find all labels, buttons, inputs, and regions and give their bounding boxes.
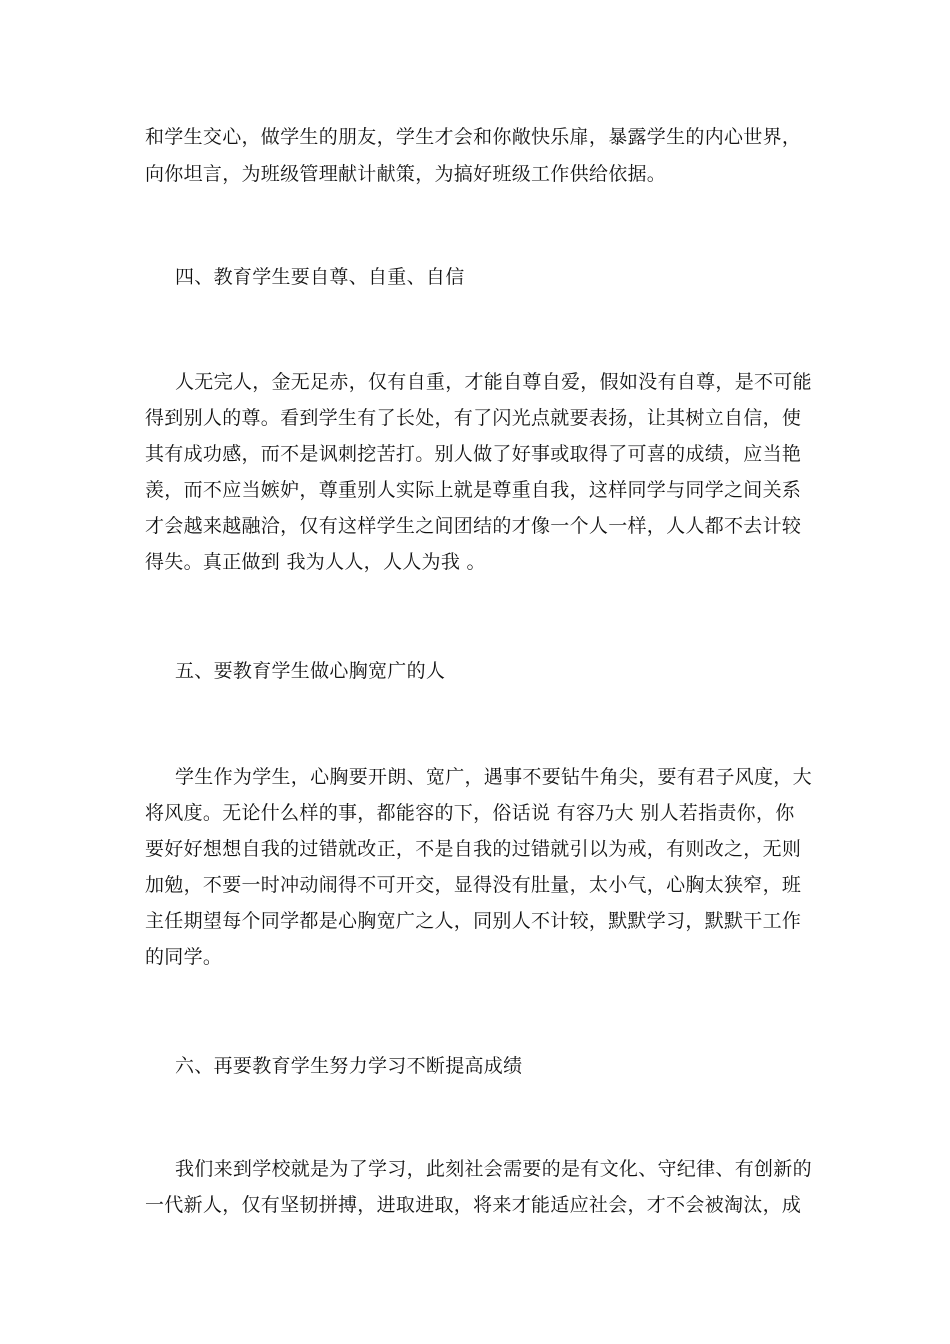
- paragraph-2-line-5: 才会越来越融洽，仅有这样学生之间团结的才像一个人一样，人人都不去计较: [145, 515, 802, 537]
- paragraph-3-line-2: 将风度。无论什么样的事，都能容的下，俗话说 有容乃大 别人若指责你，你: [145, 802, 795, 824]
- paragraph-2-line-4: 羡，而不应当嫉妒，尊重别人实际上就是尊重自我，这样同学与同学之间关系: [145, 479, 802, 501]
- paragraph-4-line-2: 一代新人，仅有坚韧拼搏，进取进取，将来才能适应社会，才不会被淘汰，成: [145, 1194, 802, 1216]
- paragraph-3-line-4: 加勉，不要一时冲动闹得不可开交，显得没有肚量，太小气，心胸太狭窄，班: [145, 874, 802, 896]
- paragraph-4-line-1: 我们来到学校就是为了学习，此刻社会需要的是有文化、守纪律、有创新的: [175, 1158, 812, 1180]
- paragraph-2-line-3: 其有成功感，而不是讽刺挖苦打。别人做了好事或取得了可喜的成绩，应当艳: [145, 443, 802, 465]
- paragraph-3-line-5: 主任期望每个同学都是心胸宽广之人，同别人不计较，默默学习，默默干工作: [145, 910, 802, 932]
- paragraph-3-line-3: 要好好想想自我的过错就改正，不是自我的过错就引以为戒，有则改之，无则: [145, 838, 802, 860]
- paragraph-2-line-2: 得到别人的尊。看到学生有了长处，有了闪光点就要表扬，让其树立自信，使: [145, 407, 802, 429]
- paragraph-2-line-1: 人无完人，金无足赤，仅有自重，才能自尊自爱，假如没有自尊，是不可能: [175, 371, 812, 393]
- section-heading-6: 六、再要教育学生努力学习不断提高成绩: [175, 1055, 523, 1077]
- section-heading-4: 四、教育学生要自尊、自重、自信: [175, 266, 465, 288]
- paragraph-2-line-6: 得失。真正做到 我为人人，人人为我 。: [145, 551, 486, 573]
- paragraph-3-line-1: 学生作为学生，心胸要开朗、宽广，遇事不要钻牛角尖，要有君子风度，大: [175, 766, 812, 788]
- paragraph-3-line-6: 的同学。: [145, 946, 223, 968]
- section-heading-5: 五、要教育学生做心胸宽广的人: [175, 660, 446, 682]
- paragraph-1-line-1: 和学生交心，做学生的朋友，学生才会和你敞快乐扉，暴露学生的内心世界，: [145, 126, 802, 148]
- paragraph-1-line-2: 向你坦言，为班级管理献计献策，为搞好班级工作供给依据。: [145, 163, 667, 185]
